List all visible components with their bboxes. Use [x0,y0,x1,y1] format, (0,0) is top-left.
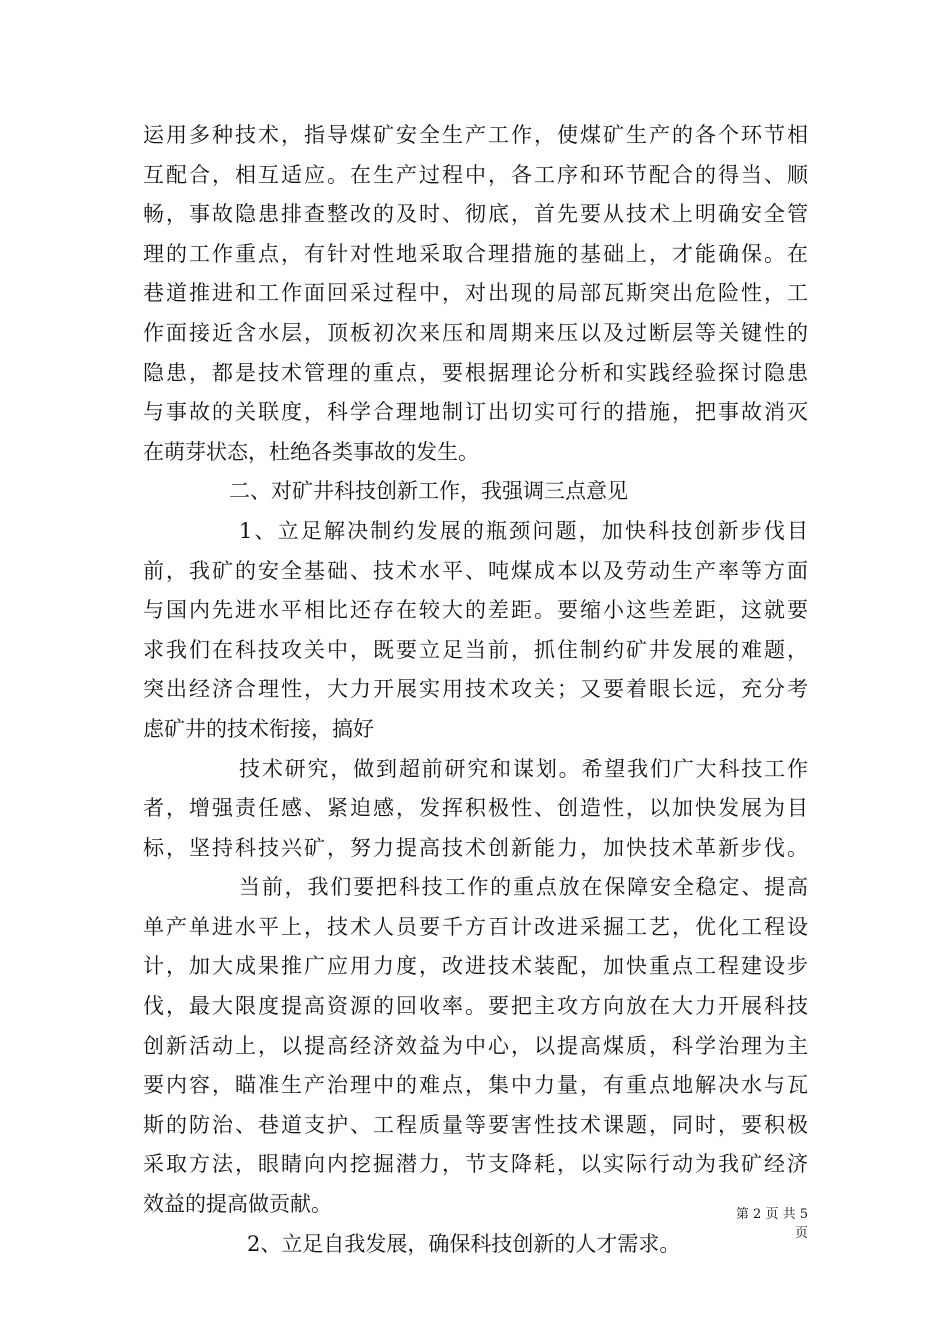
text-line: 者，增强责任感、紧迫感，发挥积极性、创造性，以加快发展为目 [143,796,808,821]
section-heading: 二、对矿井科技创新工作，我强调三点意见 [229,479,628,504]
page-number-footer: 第 2 页 共 5 页 [735,1207,808,1241]
text-line: 互配合，相互适应。在生产过程中，各工序和环节配合的得当、顺 [143,162,808,187]
text-line: 创新活动上，以提高经济效益为中心，以提高煤质，科学治理为主 [143,1033,808,1058]
text-line: 巷道推进和工作面回采过程中，对出现的局部瓦斯突出危险性，工 [143,281,808,306]
text-line: 技术研究，做到超前研究和谋划。希望我们广大科技工作 [239,756,808,781]
document-body [143,116,808,1264]
text-line: 当前，我们要把科技工作的重点放在保障安全稳定、提高 [239,875,808,900]
text-line: 隐患，都是技术管理的重点，要根据理论分析和实践经验探讨隐患 [143,360,808,385]
text-line: 采取方法，眼睛向内挖掘潜力，节支降耗，以实际行动为我矿经济 [143,1152,808,1177]
text-line: 与国内先进水平相比还存在较大的差距。要缩小这些差距，这就要 [143,598,808,623]
text-line: 突出经济合理性，大力开展实用技术攻关；又要着眼长远，充分考 [143,677,808,702]
text-line: 要内容，瞄准生产治理中的难点，集中力量，有重点地解决水与瓦 [143,1073,808,1098]
text-line: 求我们在科技攻关中，既要立足当前，抓住制约矿井发展的难题， [143,637,808,662]
text-line: 虑矿井的技术衔接，搞好 [143,716,374,741]
text-line: 2、立足自我发展，确保科技创新的人才需求。 [247,1231,681,1256]
text-line: 前，我矿的安全基础、技术水平、吨煤成本以及劳动生产率等方面 [143,558,808,583]
text-line: 标，坚持科技兴矿，努力提高技术创新能力，加快技术革新步伐。 [143,835,808,860]
text-line: 与事故的关联度，科学合理地制订出切实可行的措施，把事故消灭 [143,400,808,425]
text-line: 单产单进水平上，技术人员要千方百计改进采掘工艺，优化工程设 [143,914,808,939]
text-line: 理的工作重点，有针对性地采取合理措施的基础上，才能确保。在 [143,241,808,266]
text-line: 运用多种技术，指导煤矿安全生产工作，使煤矿生产的各个环节相 [143,123,808,147]
text-line: 1、立足解决制约发展的瓶颈问题，加快科技创新步伐目 [239,518,808,543]
text-line: 畅，事故隐患排查整改的及时、彻底，首先要从技术上明确安全管 [143,202,808,227]
text-line: 在萌芽状态，杜绝各类事故的发生。 [143,439,479,464]
text-line: 计，加大成果推广应用力度，改进技术装配，加快重点工程建设步 [143,954,808,979]
text-line: 伐，最大限度提高资源的回收率。要把主攻方向放在大力开展科技 [143,994,808,1019]
text-line: 效益的提高做贡献。 [143,1192,332,1217]
text-line: 斯的防治、巷道支护、工程质量等要害性技术课题，同时，要积极 [143,1112,808,1137]
text-line: 作面接近含水层，顶板初次来压和周期来压以及过断层等关键性的 [143,320,808,345]
